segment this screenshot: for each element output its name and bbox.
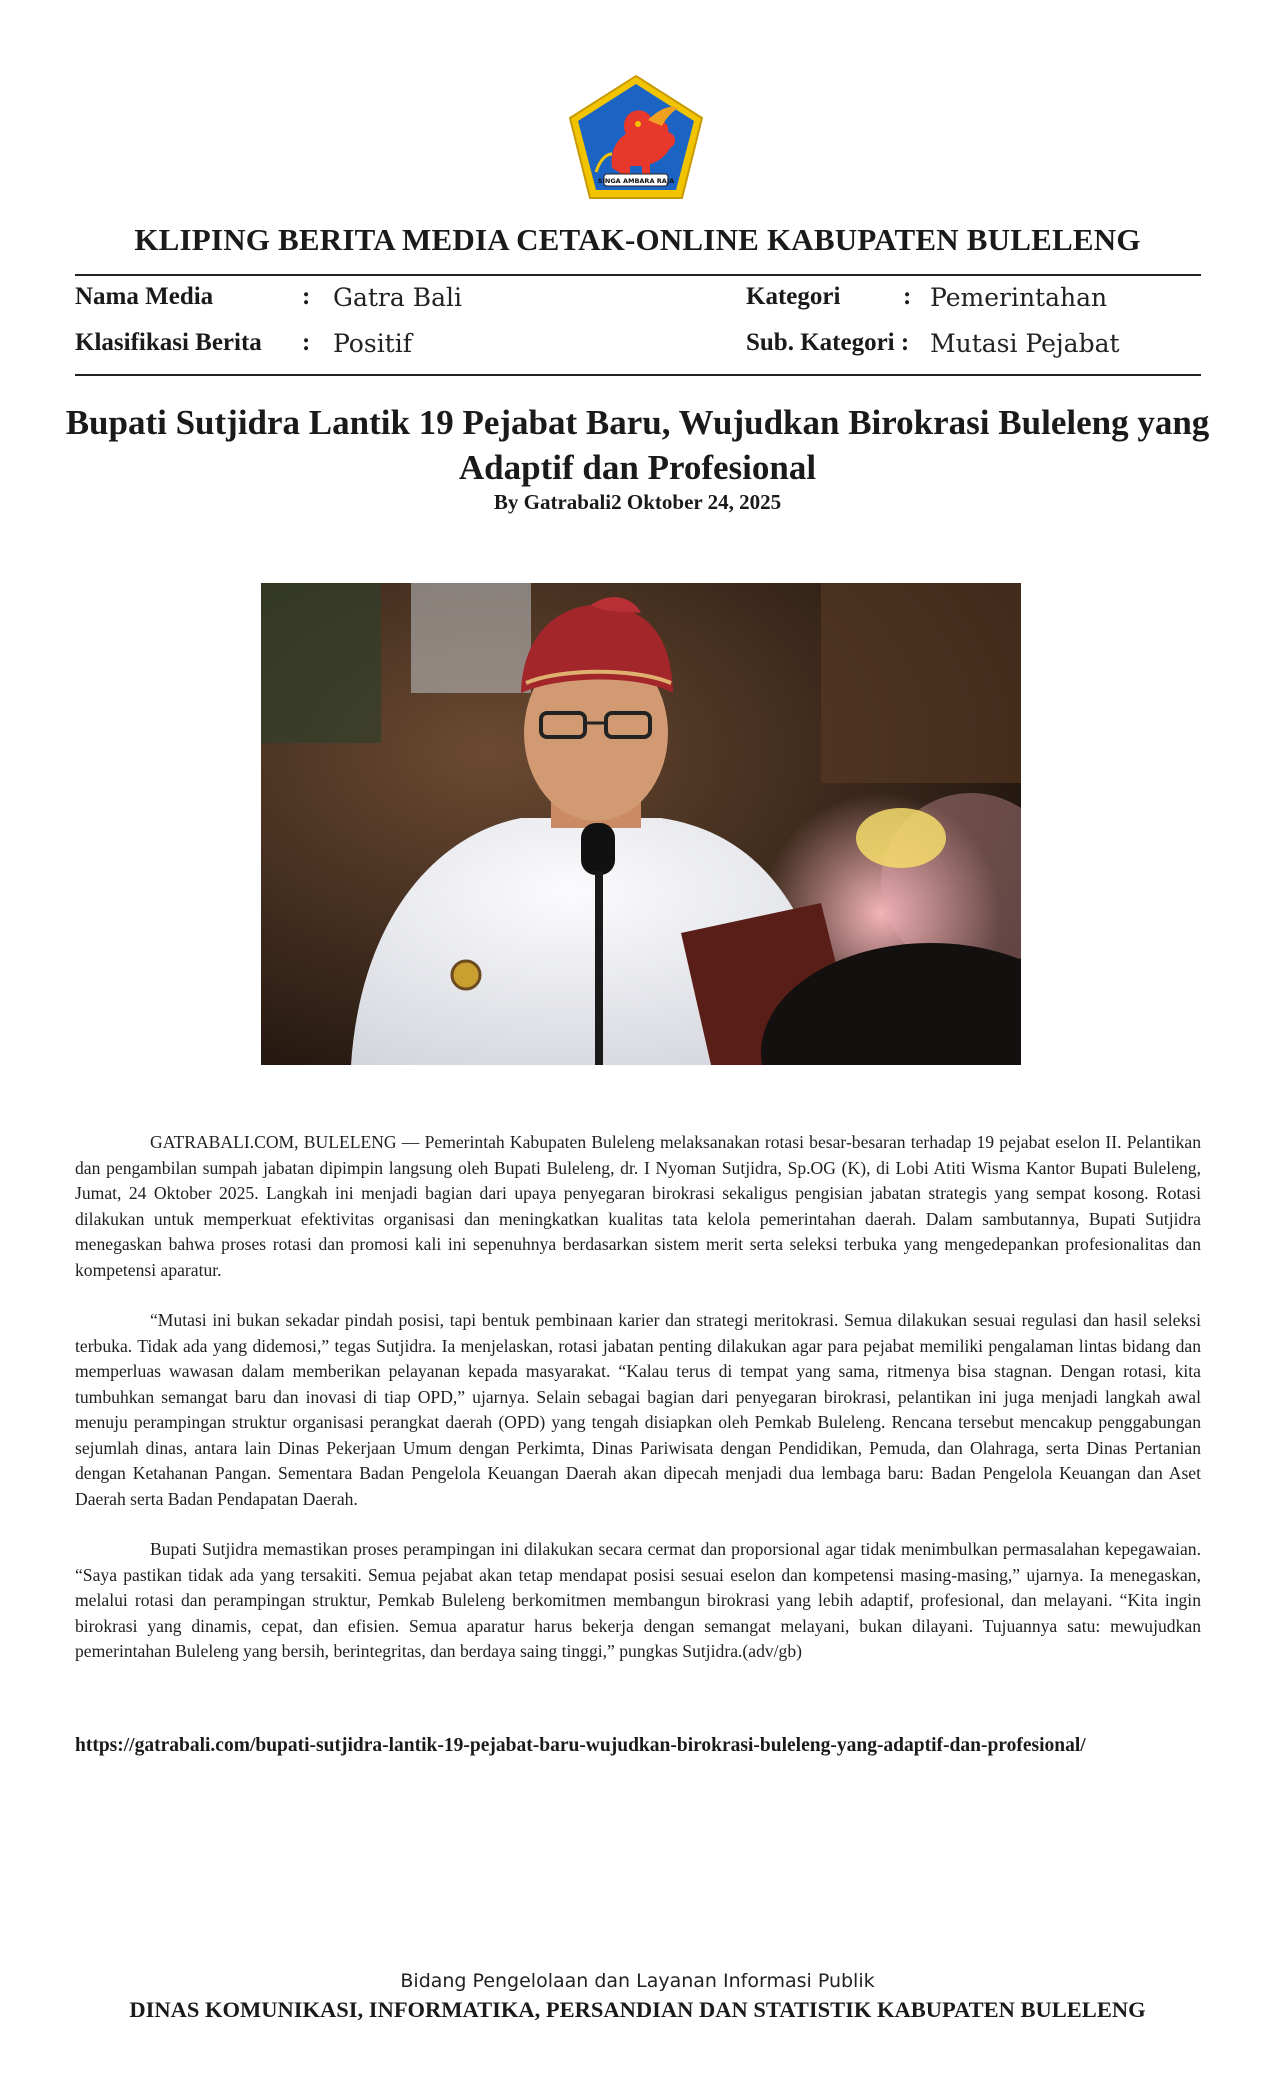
klasifikasi-value: Positif [333, 329, 412, 358]
logo-motto: SINGA AMBARA RAJA [597, 177, 675, 185]
media-colon: : [302, 283, 311, 310]
footer-division: Bidang Pengelolaan dan Layanan Informasi Publik [400, 1970, 875, 1992]
article-byline: By Gatrabali2 Oktober 24, 2025 [493, 490, 782, 514]
clipping-title: KLIPING BERITA MEDIA CETAK-ONLINE KABUPATEN BULELENG [134, 222, 1141, 257]
article-paragraph: Bupati Sutjidra memastikan proses perampingan ini dilakukan secara cermat dan proporsional agar tidak menimbulkan permasalahan kepegawaian. “Saya pastikan tidak ada yang tersakiti. Semua pejabat akan tetap mendapat posisi sesuai eselon dan kompetensi masing-masing,” ujarnya. Ia menegaskan, melalui rotasi dan perampingan struktur, Pemkab Buleleng berkomitmen membangun birokrasi yang lebih adaptif, profesional, dan melayani. “Kita ingin birokrasi yang dinamis, cepat, dan efisien. Semua aparatur harus bekerja dengan semangat melayani, bukan dilayani. Tujuannya satu: mewujudkan pemerintahan Buleleng yang bersih, berintegritas, dan berdaya saing tinggi,” pungkas Sutjidra.(adv/gb) [75, 1539, 1201, 1661]
subkategori-label: Sub. Kategori : [746, 329, 910, 356]
header-divider-top [75, 274, 1201, 276]
source-url[interactable]: https://gatrabali.com/bupati-sutjidra-lantik-19-pejabat-baru-wujudkan-birokrasi-buleleng-yang-adaptif-dan-profesional/ [75, 1735, 1086, 1756]
media-value: Gatra Bali [333, 283, 462, 312]
kategori-colon: : [903, 283, 912, 310]
klasifikasi-colon: : [302, 329, 311, 356]
subkategori-value: Mutasi Pejabat [930, 329, 1120, 358]
kategori-value: Pemerintahan [930, 283, 1108, 312]
article-body [75, 1130, 1201, 1690]
article-headline: Bupati Sutjidra Lantik 19 Pejabat Baru, Wujudkan Birokrasi Buleleng yang Adaptif dan Profesional [65, 403, 1210, 487]
article-photo [261, 583, 1021, 1065]
media-label: Nama Media [75, 283, 214, 310]
article-paragraph: “Mutasi ini bukan sekadar pindah posisi, tapi bentuk pembinaan karier dan strategi meritokrasi. Semua dilakukan sesuai regulasi dan hasil seleksi terbuka. Tidak ada yang didemosi,” tegas Sutjidra. Ia menjelaskan, rotasi jabatan penting dilakukan agar para pejabat memiliki pengalaman lintas bidang dan memperluas wawasan dalam memberikan pelayanan kepada masyarakat. “Kalau terus di tempat yang sama, ritmenya bisa stagnan. Dengan rotasi, kita tumbuhkan semangat baru dan inovasi di tiap OPD,” ujarnya. Selain sebagai bagian dari penyegaran birokrasi, pelantikan ini juga menjadi langkah awal menuju perampingan struktur organisasi perangkat daerah (OPD) yang tengah disiapkan oleh Pemkab Buleleng. Rencana tersebut mencakup penggabungan sejumlah dinas, antara lain Dinas Pekerjaan Umum dengan Perkimta, Dinas Pariwisata dengan Pendidikan, Pemuda, dan Olahraga, serta Dinas Pertanian dengan Ketahanan Pangan. Sementara Badan Pengelola Keuangan Daerah akan dipecah menjadi dua lembaga baru: Badan Pengelola Keuangan dan Aset Daerah serta Badan Pendapatan Daerah. [75, 1310, 1201, 1509]
article-paragraph: GATRABALI.COM, BULELENG — Pemerintah Kabupaten Buleleng melaksanakan rotasi besar-besaran terhadap 19 pejabat eselon II. Pelantikan dan pengambilan sumpah jabatan dipimpin langsung oleh Bupati Buleleng, dr. I Nyoman Sutjidra, Sp.OG (K), di Lobi Atiti Wisma Kantor Bupati Buleleng, Jumat, 24 Oktober 2025. Langkah ini menjadi bagian dari upaya penyegaran birokrasi sekaligus pengisian jabatan strategis yang sempat kosong. Rotasi dilakukan untuk memperkuat efektivitas organisasi dan meningkatkan kualitas tata kelola pemerintahan daerah. Dalam sambutannya, Bupati Sutjidra menegaskan bahwa proses rotasi dan promosi kali ini sepenuhnya berdasarkan sistem merit serta seleksi terbuka yang mengedepankan profesionalitas dan kompetensi aparatur. [75, 1132, 1201, 1280]
kategori-label: Kategori [746, 283, 841, 310]
regency-logo [566, 74, 706, 200]
singa-ambara-raja-emblem-icon [566, 74, 706, 200]
klasifikasi-label: Klasifikasi Berita [75, 329, 262, 356]
header-divider-bottom [75, 374, 1201, 376]
footer-agency: DINAS KOMUNIKASI, INFORMATIKA, PERSANDIAN DAN STATISTIK KABUPATEN BULELENG [129, 1997, 1146, 2022]
